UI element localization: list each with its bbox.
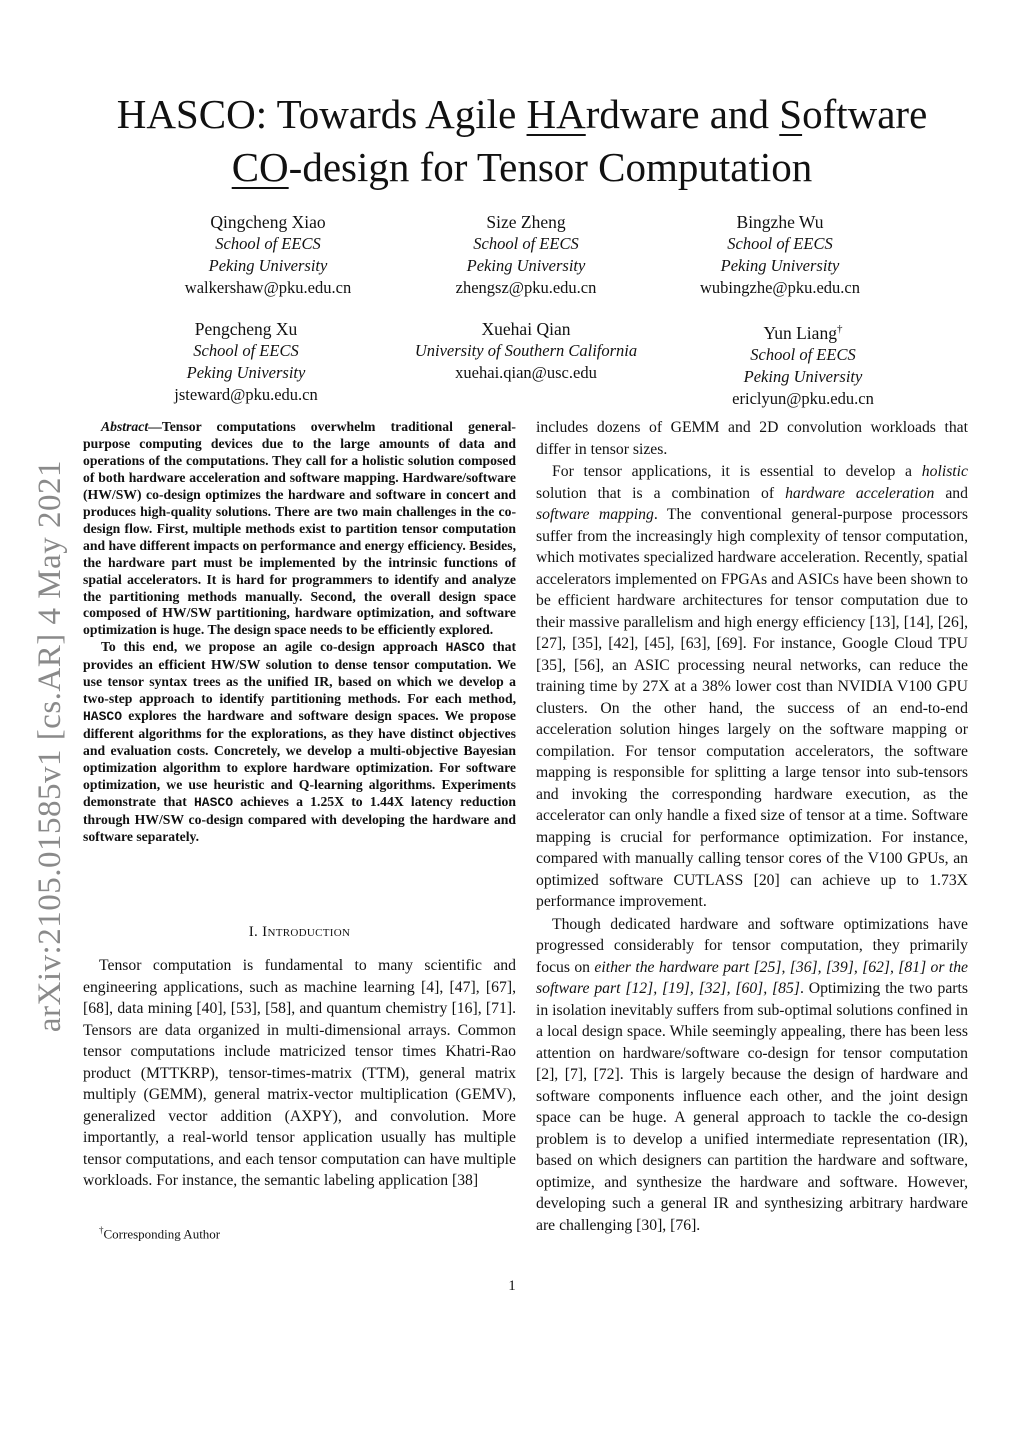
paper-title: HASCO: Towards Agile HArdware and Software CO-design for Tensor Computation: [116, 91, 928, 190]
corresponding-mark: †: [836, 323, 843, 335]
author-block: [653, 318, 953, 410]
arxiv-identifier: arXiv:2105.01585v1 [cs.AR] 4 May 2021: [31, 459, 68, 1033]
intro-left-column: [83, 955, 516, 1192]
hasco-name: HASCO: [445, 640, 485, 656]
body-paragraph: includes dozens of GEMM and 2D convolution workloads that differ in tensor sizes.: [536, 419, 968, 458]
author-university: Peking University: [743, 366, 863, 386]
author-email: walkershaw@pku.edu.cn: [184, 278, 352, 297]
author-school: School of EECS: [727, 234, 833, 253]
author-school: School of EECS: [473, 234, 579, 253]
author-university: Peking University: [720, 256, 840, 275]
abstract: [83, 419, 516, 846]
author-email: wubingzhe@pku.edu.cn: [700, 278, 860, 297]
author-name: Xuehai Qian: [481, 319, 571, 339]
body-paragraph: Tensor computation is fundamental to many scientific and engineering applications, such as machine learning [4], [47], [67], [68], data mining [40], [53], [58], and quantum chemistry [16], [71]. Tensors are data organized in multi-dimensional arrays. Common tensor computations include matricized tensor times Khatri-Rao product (MTTKRP), tensor-times-matrix (TTM), general matrix multiply (GEMM), general matrix-vector multiplication (GEMV), generalized vector addition (AXPY), and convolution. More importantly, a real-world tensor application usually has multiple tensor computations, and each tensor computation can have multiple workloads. For instance, the semantic labeling application [38]: [83, 957, 516, 1189]
author-name: Pengcheng Xu: [194, 319, 298, 339]
arxiv-sidebar-stamp: [24, 450, 76, 1042]
author-email: ericlyun@pku.edu.cn: [732, 388, 874, 408]
author-name: Qingcheng Xiao: [210, 212, 326, 232]
abstract-paragraph: Abstract—Tensor computations overwhelm traditional general-purpose computing devices due to the large amounts of data and operations of the computations. They call for a holistic solution composed of both hardware acceleration and software mapping. Hardware/software (HW/SW) co-design optimizes the hardware and software in concert and produces high-quality solutions. There are two main challenges in the co-design flow. First, multiple methods exist to partition tensor computation and have different impacts on performance and energy efficiency. Besides, the hardware part must be implemented by the intrinsic functions of spatial accelerators. It is hard for programmers to identify and analyze the partitioning methods manually. Second, the overall design space composed of HW/SW partitioning, hardware optimization, and software optimization is huge. The design space needs to be efficiently explored.: [83, 419, 516, 638]
author-name: Yun Liang†: [763, 322, 843, 343]
footnote-text: Corresponding Author: [103, 1226, 221, 1242]
author-block: [118, 211, 418, 299]
author-name: Bingzhe Wu: [736, 212, 824, 232]
footnote: [83, 1222, 516, 1242]
abstract-paragraph: To this end, we propose an agile co-design approach HASCO that provides an efficient HW/SW solution to dense tensor computation. We use tensor syntax trees as the unified IR, based on which we develop a two-step approach to identify partitioning methods. For each method, HASCO explores the hardware and software design spaces. We propose different algorithms for the explorations, as they have distinct objectives and evaluation costs. Concretely, we develop a multi-objective Bayesian optimization algorithm to explore hardware optimization. For software optimization, we use heuristic and Q-learning algorithms. Experiments demonstrate that HASCO achieves a 1.25X to 1.44X latency reduction through HW/SW co-design compared with developing the hardware and software separately.: [83, 639, 517, 844]
hasco-name: HASCO: [83, 709, 123, 725]
author-university: Peking University: [186, 363, 306, 382]
author-university: University of Southern California: [414, 341, 638, 360]
author-name: Size Zheng: [486, 212, 566, 232]
body-paragraph: Though dedicated hardware and software optimizations have progressed considerably for tensor computation, they primarily focus on either the hardware part [25], [36], [39], [62], [81] or the software part [12], [19], [32], [60], [85]. Optimizing the two parts in isolation inevitably suffers from sub-optimal solutions confined in a local design space. While seemingly appealing, there has been less attention on hardware/software co-design for tensor computation [2], [7], [72]. This is largely because the design of hardware and software components influence each other, and the joint design space can be huge. A general approach to tackle the co-design problem is to develop a unified intermediate representation (IR), based on which designers can partition the hardware and software, optimize, and synthesize the hardware and software. However, developing such a general IR and synthesizing arbitrary hardware are challenging [30], [76].: [536, 915, 969, 1234]
intro-right-column: [536, 417, 968, 1236]
author-school: School of EECS: [215, 234, 321, 253]
section-heading-introduction: I. Introduction: [248, 924, 351, 940]
author-university: Peking University: [208, 256, 328, 275]
author-school: School of EECS: [750, 344, 856, 364]
footnote-mark: †: [99, 1225, 104, 1235]
page-number: 1: [508, 1278, 516, 1294]
author-block: [630, 211, 930, 299]
abstract-label: Abstract: [101, 419, 149, 434]
author-email: xuehai.qian@usc.edu: [455, 363, 597, 382]
author-email: zhengsz@pku.edu.cn: [455, 278, 597, 297]
body-paragraph: For tensor applications, it is essential to develop a holistic solution that is a combination of hardware acceleration and software mapping. The conventional general-purpose processors suffer from the increasingly high complexity of tensor computation, which motivates specialized hardware acceleration. Recently, spatial accelerators implemented on FPGAs and ASICs have been shown to be efficient hardware architectures for tensor computation due to their massive parallelism and high energy efficiency [13], [14], [26], [27], [35], [42], [45], [63], [69]. For instance, Google Cloud TPU [35], [56], an ASIC processing neural networks, can reduce the training time by 27X at a 38% lower cost than NVIDIA V100 GPU clusters. On the other hand, the success of an end-to-end acceleration solution hinges largely on the software mapping or compilation. For tensor computation accelerators, the software mapping is responsible for splitting a large tensor into sub-tensors and invoking the corresponding hardware execution, as the accelerator can only handle a fixed size of tensor at a time. Software mapping is crucial for performance optimization. For instance, compared with manually calling tensor cores of the V100 GPUs, an optimized software CUTLASS [20] can achieve up to 1.73X performance improvement.: [536, 463, 968, 910]
hasco-name: HASCO: [194, 794, 234, 810]
author-block: [376, 318, 676, 384]
author-university: Peking University: [466, 256, 586, 275]
author-block: [96, 318, 396, 406]
author-school: School of EECS: [193, 341, 299, 360]
author-email: jsteward@pku.edu.cn: [174, 385, 318, 404]
